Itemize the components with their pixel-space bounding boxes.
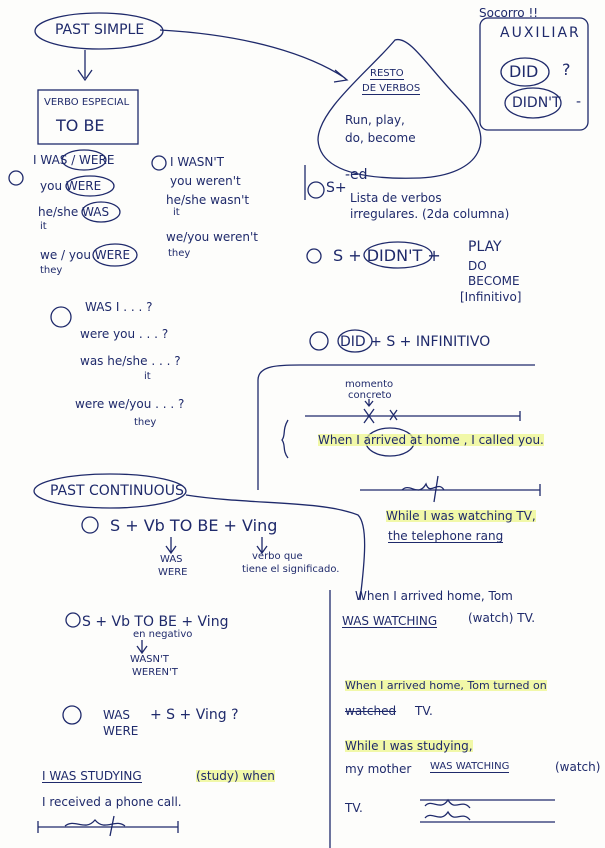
past-continuous-title: PAST CONTINUOUS: [50, 483, 184, 499]
pc-q-rest: + S + Ving ?: [150, 707, 239, 723]
to-be-neg: they: [168, 248, 191, 259]
arrow-down-icon-5: [137, 640, 147, 653]
timeline-bracket: [258, 365, 535, 490]
ex2-a: When I arrived home, Tom turned on: [345, 679, 547, 692]
minus-circle-icon-3: [66, 613, 80, 627]
pc-ex1-a: I WAS STUDYING: [42, 769, 142, 783]
did-label: DID: [509, 62, 539, 81]
rule-lista-1: Lista de verbos: [350, 191, 442, 205]
special-title-2: TO BE: [56, 116, 105, 135]
rule-ed: -ed: [345, 167, 368, 183]
auxiliar-title: AUXILIAR: [500, 25, 581, 41]
pc-negative: S + Vb TO BE + Ving: [82, 614, 229, 630]
wavy-line: [402, 484, 444, 490]
rule-plus-s: S+: [326, 180, 347, 196]
special-title-1: VERBO ESPECIAL: [44, 97, 130, 108]
ex3-d: (watch): [555, 760, 601, 774]
to-be-neg: it: [173, 207, 180, 218]
rule-minus-line: S + DIDN'T +: [333, 246, 441, 265]
past-simple-title: PAST SIMPLE: [55, 22, 145, 38]
wavy-line-2: [65, 820, 125, 826]
ex3-a: While I was studying,: [345, 739, 473, 753]
to-be-row: he/she WAS: [38, 205, 110, 219]
pc-werent: WEREN'T: [132, 667, 178, 678]
pc-verbo-2: tiene el significado.: [242, 564, 340, 575]
pc-wasnt: WASN'T: [130, 654, 169, 665]
to-be-question: was he/she . . . ?: [80, 354, 181, 368]
ex3-c: WAS WATCHING: [430, 761, 510, 772]
rule-lista-2: irregulares. (2da columna): [350, 207, 510, 221]
plus-circle-icon-3: [82, 517, 98, 533]
question-circle-icon: [51, 307, 71, 327]
ex1-c: (watch) TV.: [468, 611, 536, 625]
event-mark-2: [110, 816, 114, 836]
ex3-e: TV.: [345, 801, 363, 815]
to-be-neg: we/you weren't: [166, 230, 258, 244]
timeline2-s2: the telephone rang: [388, 529, 504, 543]
minus-circle-icon: [152, 156, 166, 170]
concreto-label: concreto: [348, 390, 392, 401]
pc-connector: [186, 495, 365, 600]
rule-infinitivo: [Infinitivo]: [460, 290, 522, 304]
pc-were: WERE: [158, 567, 188, 578]
pc-en-negativo: en negativo: [133, 629, 193, 640]
question-circle-icon-3: [63, 706, 81, 724]
to-be-row: they: [40, 265, 63, 276]
wavy-line-3: [425, 800, 470, 808]
to-be-question: it: [144, 371, 151, 382]
resto-teardrop: [318, 40, 481, 179]
rule-become: BECOME: [468, 274, 520, 288]
resto-title-2: DE VERBOS: [362, 83, 421, 94]
arrow-down-icon-3: [166, 537, 176, 553]
rule-play: PLAY: [468, 239, 502, 255]
question-mark: ?: [562, 60, 571, 79]
wavy-line-4: [425, 812, 470, 820]
resto-verbs-1: Run, play,: [345, 113, 405, 127]
arrow-down-icon: [78, 50, 92, 80]
pc-ex1-c: I received a phone call.: [42, 795, 182, 809]
to-be-row: I WAS / WERE: [33, 153, 115, 167]
to-be-row: it: [40, 221, 47, 232]
pc-q-were: WERE: [103, 724, 139, 738]
timeline2-s1: While I was watching TV,: [386, 509, 536, 523]
plus-circle-icon-2: [308, 182, 324, 198]
to-be-question: were you . . . ?: [80, 327, 169, 341]
to-be-row: we / you WERE: [40, 248, 131, 262]
resto-verbs-2: do, become: [345, 131, 416, 145]
to-be-question: were we/you . . . ?: [75, 397, 185, 411]
to-be-neg: you weren't: [170, 174, 241, 188]
timeline1-sentence: When I arrived at home , I called you.: [318, 433, 544, 447]
socorro: Socorro !!: [479, 6, 539, 20]
question-circle-icon-2: [310, 332, 328, 350]
pc-ex1-b: (study) when: [196, 769, 275, 783]
timeline-1: [305, 411, 520, 421]
minus-circle-icon-2: [307, 249, 321, 263]
resto-title-1: RESTO: [370, 68, 404, 79]
to-be-question: they: [134, 417, 157, 428]
didnt-label: DIDN'T: [512, 95, 561, 111]
to-be-neg: he/she wasn't: [166, 193, 250, 207]
to-be-row: you WERE: [40, 179, 102, 193]
ex3-b: my mother: [345, 762, 412, 776]
pc-q-was: WAS: [103, 708, 131, 722]
pc-verbo-1: verbo que: [252, 551, 303, 562]
to-be-neg: I WASN'T: [170, 155, 224, 169]
event-mark: [434, 476, 438, 502]
brace: [282, 420, 288, 458]
pc-positive: S + Vb TO BE + Ving: [110, 516, 278, 535]
timeline-2: [360, 484, 540, 496]
rule-question-line: DID + S + INFINITIVO: [340, 334, 491, 350]
exercise-lines: [420, 800, 555, 822]
ex2-c: TV.: [415, 704, 433, 718]
ex1-b: WAS WATCHING: [342, 614, 438, 628]
timeline-3: [38, 821, 178, 833]
pc-was: WAS: [160, 554, 183, 565]
momento-label: momento: [345, 379, 394, 390]
plus-circle-icon: [9, 171, 23, 185]
arrow-right-icon: [160, 30, 347, 82]
minus-label: -: [576, 94, 582, 110]
ex2-b: watched: [345, 704, 397, 718]
rule-do: DO: [468, 259, 487, 273]
to-be-question: WAS I . . . ?: [85, 300, 153, 314]
ex1-a: When I arrived home, Tom: [355, 589, 513, 603]
